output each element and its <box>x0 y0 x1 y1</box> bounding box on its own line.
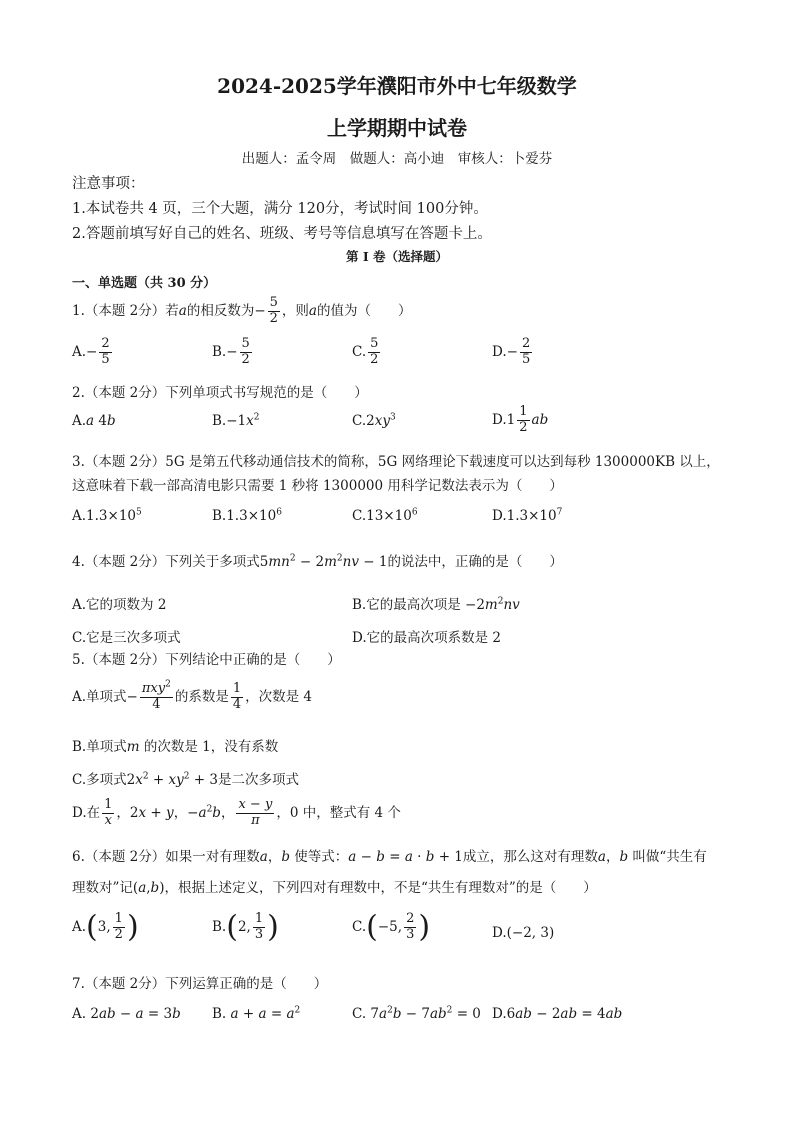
option-label: D. <box>492 925 507 941</box>
option-label: B. <box>212 918 227 935</box>
exam-title: 2024-2025学年濮阳市外中七年级数学 <box>217 74 577 98</box>
q3-option-a[interactable]: $A.1.3\times 10^5$ <box>72 507 142 524</box>
q7-option-a[interactable]: A. 2ab − a = 3b <box>72 1006 181 1022</box>
q7-option-c[interactable]: C. $7a^2b - 7ab^2 = 0$ <box>352 1005 481 1022</box>
part-heading: 一、单选题（共 30 分） <box>72 276 217 291</box>
notes-item-1: 1.本试卷共 4 页，三个大题，满分 120分，考试时间 100分钟。 <box>72 201 488 217</box>
q1-option-a[interactable]: A.− $\frac{2}{5}$ <box>72 336 110 367</box>
option-label: C. <box>352 413 367 429</box>
q2-option-d[interactable]: D.1 $\frac{1}{2}$ ab <box>492 404 549 435</box>
option-text: C.多项式 <box>72 772 127 788</box>
q7-option-d[interactable]: D.6ab − 2ab = 4ab <box>492 1006 623 1022</box>
option-label: A. <box>72 413 87 429</box>
q1-option-d[interactable]: D.− $\frac{2}{5}$ <box>492 336 531 367</box>
q1-option-b[interactable]: B.− $\frac{5}{2}$ <box>212 336 250 367</box>
q6-text: ，根据上述定义，下列四对有理数中，不是“共生有理数对”的是（ ） <box>164 880 597 896</box>
q4-option-a[interactable] <box>72 593 166 613</box>
q6-text: 理数对”记 <box>72 880 133 896</box>
option-label: C. <box>352 343 367 360</box>
section-title: 第 I 卷（选择题） <box>345 249 449 264</box>
q3-option-b[interactable]: $B.1.3\times 10^6$ <box>212 507 282 524</box>
q5-option-a[interactable]: A.单项式− $\frac{\pi xy^2}{4}$ 的系数是 $\frac{1}{4}$ ，次数是 4 <box>72 679 312 712</box>
option-text: B.单项式 <box>72 739 127 755</box>
question-4: 4.（本题 2分）下列关于多项式$5mn^2 - 2m^2nv - 1$的说法中，正确的是（ ） <box>72 553 563 570</box>
option-label: B. <box>212 1006 227 1022</box>
q3-option-c[interactable]: $C.13\times 10^6$ <box>352 507 418 524</box>
notes-heading: 注意事项： <box>72 176 145 192</box>
question-2: 2.（本题 2分）下列单项式书写规范的是（ ） <box>72 385 368 401</box>
option-label: C. <box>352 1006 367 1022</box>
q6-text: 叫做“共生有 <box>632 849 707 865</box>
q6-option-c[interactable]: C.(−5, $\frac{2}{3}$ ) <box>352 909 431 945</box>
option-text: A.单项式 <box>72 688 127 705</box>
option-label: B. <box>212 508 227 524</box>
question-3-line-2: 这意味着下载一部高清电影只需要 1 秒将 1300000 用科学记数法表示为（ ） <box>72 478 563 494</box>
option-label: D. <box>492 508 507 524</box>
q1-mid: 的相反数为 <box>186 302 255 319</box>
q6-option-b[interactable]: B.(2, $\frac{1}{3}$ ) <box>212 909 279 945</box>
q1-tail: ，则 <box>281 302 309 319</box>
q4-option-d[interactable] <box>352 626 501 646</box>
question-5: 5.（本题 2分）下列结论中正确的是（ ） <box>72 652 341 668</box>
q3-option-d[interactable]: $D.1.3\times 10^7$ <box>492 507 563 524</box>
option-text: 是二次多项式 <box>217 772 299 788</box>
option-label: D. <box>492 343 507 360</box>
option-label: A.它的项数为 2 <box>72 597 167 613</box>
q1-option-c[interactable]: C. $\frac{5}{2}$ <box>352 336 379 367</box>
option-text: 的次数是 1，没有系数 <box>143 739 279 755</box>
q4-prefix: 4.（本题 2分）下列关于多项式 <box>72 554 260 570</box>
q5-option-d[interactable]: D.在 $\frac{1}{x}$ ，2x + y，$-a^2b$， $\frac{x - y}{\pi}$ ，0 中，整式有 4 个 <box>72 797 401 828</box>
option-label: D. <box>492 411 507 428</box>
q6-option-d[interactable]: D.(−2, 3) <box>492 925 555 941</box>
question-6-line-1: 6.（本题 2分）如果一对有理数a，b 使等式：a − b = a · b + 1成立，那么这对有理数a，b 叫做“共生有 <box>72 849 707 865</box>
q6-text: 使等式： <box>294 849 349 865</box>
option-label: A. <box>72 1006 87 1022</box>
q4-option-b[interactable]: B.它的最高次项是 $-2m^2nv$ <box>352 596 520 613</box>
q6-option-a[interactable]: A.(3, $\frac{1}{2}$ ) <box>72 909 139 945</box>
q2-option-c[interactable]: $C.2xy^3$ <box>352 412 396 429</box>
question-3-line-1: 3.（本题 2分）5G 是第五代移动通信技术的简称，5G 网络理论下载速度可以达到每秒 1300000KB 以上， <box>72 454 720 470</box>
option-label: B.它的最高次项是 <box>352 597 461 613</box>
q1-prefix: 1.（本题 2分）若 <box>72 302 179 319</box>
option-text: D.在 <box>72 804 101 821</box>
q2-option-a[interactable]: A.a 4b <box>72 413 116 429</box>
exam-subtitle: 上学期期中试卷 <box>327 116 467 140</box>
q5-option-c[interactable]: C.多项式$2x^2 + xy^2 + 3$是二次多项式 <box>72 771 299 788</box>
option-label: C.它是三次多项式 <box>72 630 181 646</box>
option-label: A. <box>72 918 87 935</box>
q7-option-b[interactable]: B. $a + a = a^2$ <box>212 1005 301 1022</box>
option-text: 的系数是 <box>174 688 229 705</box>
q6-text: 6.（本题 2分）如果一对有理数 <box>72 849 260 865</box>
option-text: ，次数是 4 <box>245 688 312 705</box>
q4-suffix: 的说法中，正确的是（ ） <box>387 554 563 570</box>
q5-option-b[interactable]: B.单项式m 的次数是 1，没有系数 <box>72 739 279 755</box>
q4-option-c[interactable] <box>72 626 181 646</box>
authors-line: 出题人：孟令周 做题人：高小迪 审核人：卜爱芬 <box>241 151 553 167</box>
option-label: B. <box>212 413 227 429</box>
option-label: A. <box>72 508 87 524</box>
option-label: C. <box>352 918 367 935</box>
option-label: B. <box>212 343 227 360</box>
option-label: A. <box>72 343 87 360</box>
option-label: D. <box>492 1006 507 1022</box>
option-text: ，0 中，整式有 4 个 <box>276 804 401 821</box>
question-6-line-2: 理数对”记(a,b)，根据上述定义，下列四对有理数中，不是“共生有理数对”的是（ ） <box>72 880 597 896</box>
q1-end: 的值为（ ） <box>316 302 412 319</box>
option-label: D.它的最高次项系数是 2 <box>352 630 502 646</box>
notes-item-2: 2.答题前填写好自己的姓名、班级、考号等信息填写在答题卡上。 <box>72 226 492 242</box>
question-1: 1.（本题 2分）若a的相反数为− $\frac{5}{2}$ ，则a的值为（ ） <box>72 295 412 326</box>
q6-text: 成立，那么这对有理数 <box>462 849 598 865</box>
option-label: C. <box>352 508 367 524</box>
q2-option-b[interactable]: $B.-1x^2$ <box>212 412 260 429</box>
question-7: 7.（本题 2分）下列运算正确的是（ ） <box>72 976 328 992</box>
